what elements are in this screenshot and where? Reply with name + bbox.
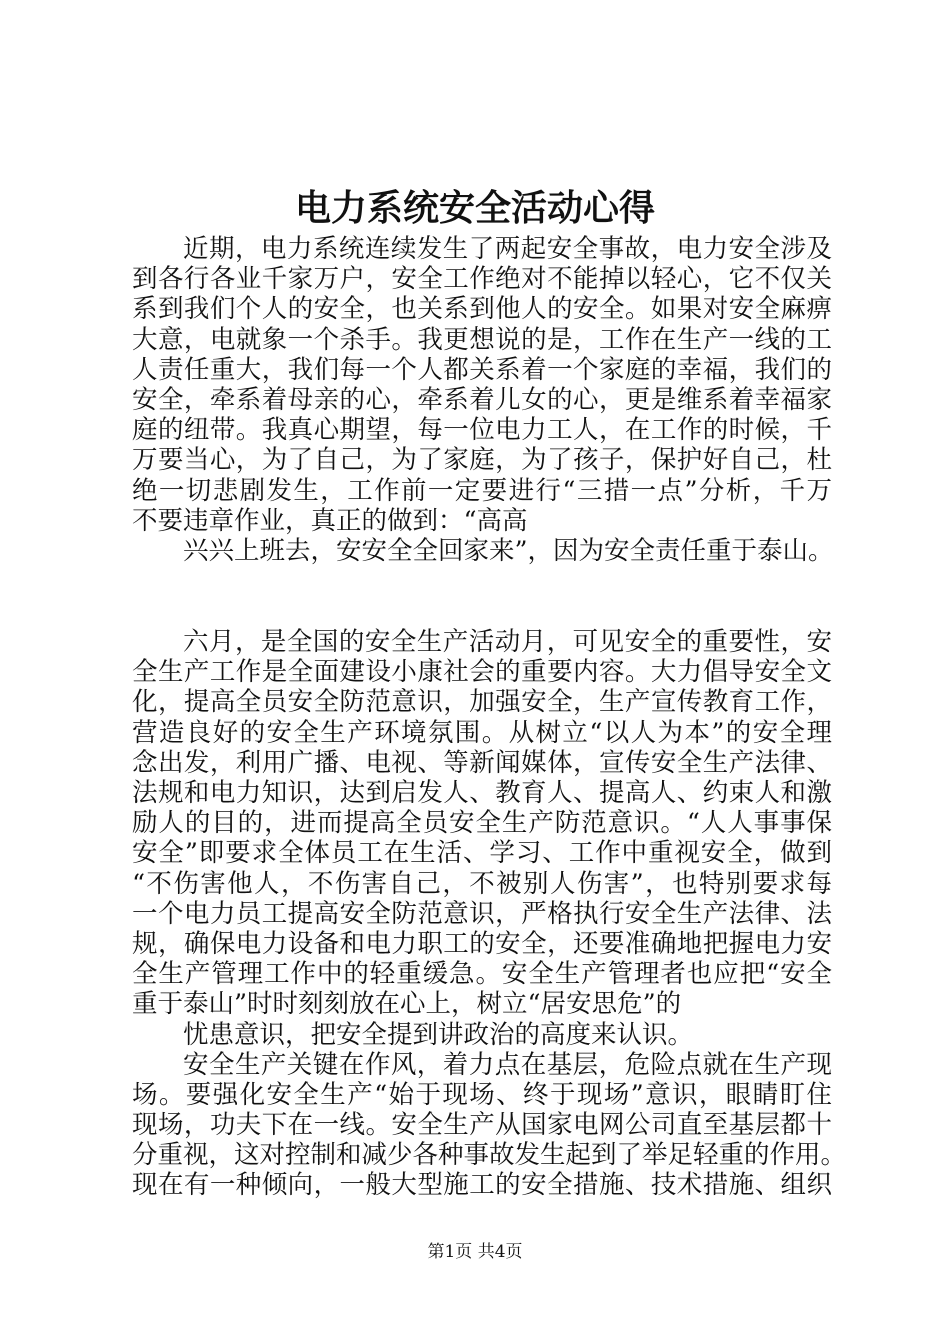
document-title: 电力系统安全活动心得 [294, 187, 655, 229]
text-line: 法规和电力知识，达到启发人、教育人、提高人、约束人和激 [132, 778, 832, 808]
text-line: 万要当心，为了自己，为了家庭，为了孩子，保护好自己，杜 [132, 445, 832, 476]
text-line: 系到我们个人的安全，也关系到他人的安全。如果对安全麻痹 [132, 294, 832, 325]
page-number-footer: 第1页 共4页 [427, 1242, 523, 1262]
text-line: 化，提高全员安全防范意识，加强安全，生产宣传教育工作， [132, 687, 832, 718]
text-line: 绝一切悲剧发生，工作前一定要进行“三措一点”分析，千万 [132, 475, 832, 506]
text-line: 一个电力员工提高安全防范意识，严格执行安全生产法律、法 [132, 898, 832, 929]
text-line: 规，确保电力设备和电力职工的安全，还要准确地把握电力安 [132, 928, 832, 959]
text-line: 人责任重大，我们每一个人都关系着一个家庭的幸福，我们的 [132, 354, 832, 385]
text-line: 念出发，利用广播、电视、等新闻媒体，宣传安全生产法律、 [132, 747, 832, 778]
text-line: 安全，牵系着母亲的心，牵系着儿女的心，更是维系着幸福家 [132, 384, 832, 415]
document-body [132, 234, 847, 1201]
text-line: 忧患意识，把安全提到讲政治的高度来认识。 [183, 1019, 694, 1050]
text-line: 场。要强化安全生产“始于现场、终于现场”意识，眼睛盯住 [132, 1079, 832, 1110]
paragraph-4 [132, 1020, 832, 1050]
text-line: 到各行各业千家万户，安全工作绝对不能掉以轻心，它不仅关 [132, 264, 832, 295]
text-line: “不伤害他人，不伤害自己，不被别人伤害”，也特别要求每 [132, 868, 832, 899]
text-line: 庭的纽带。我真心期望，每一位电力工人，在工作的时候，千 [132, 415, 832, 446]
text-line: 兴兴上班去，安安全全回家来”，因为安全责任重于泰山。 [183, 535, 834, 566]
text-line: 全生产工作是全面建设小康社会的重要内容。大力倡导安全文 [132, 657, 832, 688]
text-line: 近期，电力系统连续发生了两起安全事故，电力安全涉及 [183, 234, 832, 264]
text-line: 现场，功夫下在一线。安全生产从国家电网公司直至基层都十 [132, 1110, 832, 1141]
text-line: 重于泰山”时时刻刻放在心上，树立“居安思危”的 [132, 989, 682, 1020]
paragraph-gap [132, 566, 832, 627]
text-line: 全生产管理工作中的轻重缓急。安全生产管理者也应把“安全 [132, 959, 832, 990]
text-line: 安全生产关键在作风，着力点在基层，危险点就在生产现 [183, 1049, 832, 1080]
text-line: 分重视，这对控制和减少各种事故发生起到了举足轻重的作用。 [132, 1140, 847, 1171]
paragraph-3 [132, 627, 832, 1019]
paragraph-1 [132, 234, 832, 536]
text-line: 现在有一种倾向，一般大型施工的安全措施、技术措施、组织 [132, 1170, 832, 1201]
text-line: 励人的目的，进而提高全员安全生产防范意识。“人人事事保 [132, 808, 832, 839]
text-line: 大意，电就象一个杀手。我更想说的是，工作在生产一线的工 [132, 324, 832, 355]
paragraph-5 [132, 1049, 847, 1201]
text-line: 营造良好的安全生产环境氛围。从树立“以人为本”的安全理 [132, 717, 832, 748]
text-line: 六月，是全国的安全生产活动月，可见安全的重要性，安 [183, 627, 832, 658]
text-line: 不要违章作业，真正的做到：“高高 [132, 505, 528, 536]
paragraph-2 [132, 536, 832, 566]
text-line: 安全”即要求全体员工在生活、学习、工作中重视安全，做到 [132, 838, 832, 869]
